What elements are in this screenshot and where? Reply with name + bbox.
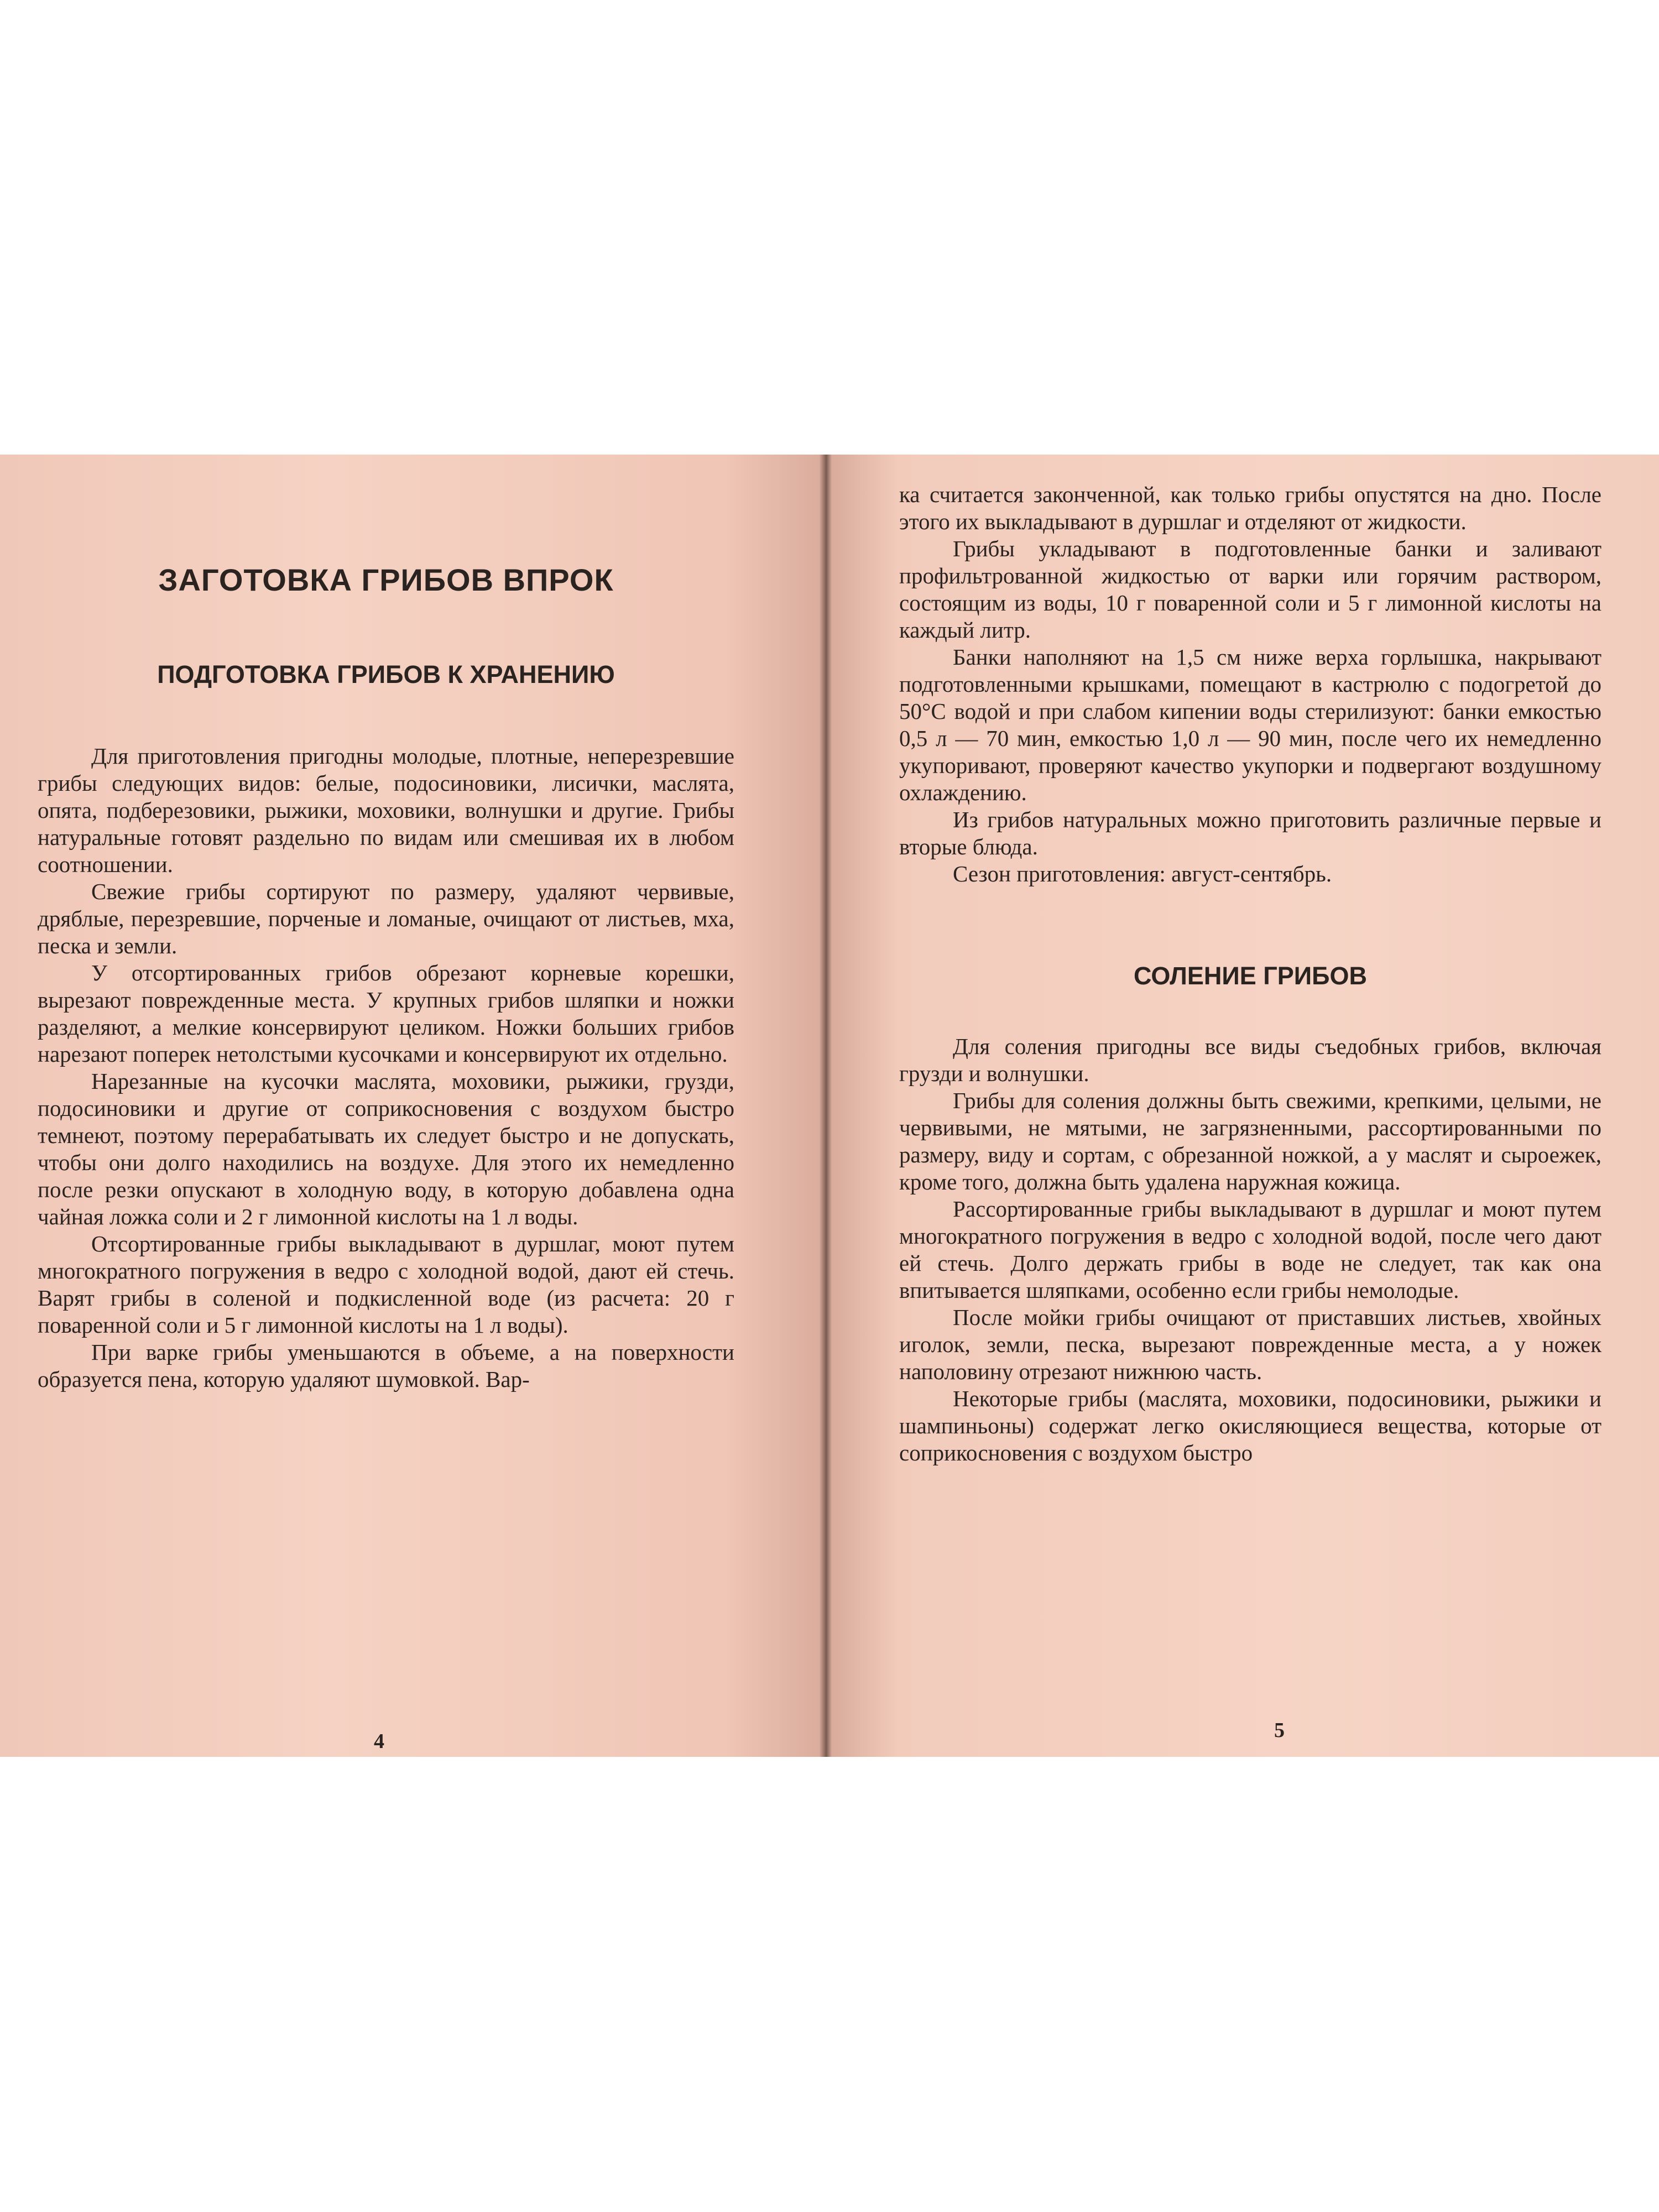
paragraph: Для приготовления пригодны молодые, плотные, неперезревшие грибы следующих видов: белые, подосиновики, лисички, маслята, опята, подберезовики, рыжики, моховики, волнушки и другие. Грибы натуральные готовят раздельно по видам или смешивая их в любом соотношении. bbox=[38, 743, 734, 877]
left-page-text bbox=[38, 562, 734, 1393]
paragraph: Рассортированные грибы выкладывают в дуршлаг и моют путем многократного погружения в ведро с холодной водой, после чего дают ей стечь. Долго держать грибы в воде не следует, так как она впитывается шляпками, особенно если грибы немолодые. bbox=[899, 1196, 1601, 1303]
page-number: 5 bbox=[1274, 1719, 1285, 1742]
paragraph: Грибы для соления должны быть свежими, крепкими, целыми, не червивыми, не мятыми, не загрязненными, рассортированными по размеру, виду и сортам, с обрезанной ножкой, а у маслят и сыроежек, кроме того, должна быть удалена наружная кожица. bbox=[899, 1088, 1601, 1194]
page-number: 4 bbox=[374, 1730, 384, 1753]
section-title-storage: ПОДГОТОВКА ГРИБОВ К ХРАНЕНИЮ bbox=[157, 660, 615, 688]
paragraph: Отсортированные грибы выкладывают в дуршлаг, моют путем многократного погружения в ведро с холодной водой, дают ей стечь. Варят грибы в соленой и подкисленной воде (из расчета: 20 г поваренной соли и 5 г лимонной кислоты на 1 л воды). bbox=[38, 1231, 734, 1338]
paragraph: Сезон приготовления: август-сентябрь. bbox=[953, 861, 1332, 886]
paragraph: Некоторые грибы (маслята, моховики, подосиновики, рыжики и шампиньоны) содержат легко окисляющиеся вещества, которые от соприкосновения с воздухом быстро bbox=[899, 1386, 1601, 1465]
section-title-salting: СОЛЕНИЕ ГРИБОВ bbox=[1134, 962, 1367, 990]
book-gutter bbox=[820, 455, 832, 1757]
right-page-text bbox=[899, 481, 1601, 1467]
paragraph: После мойки грибы очищают от приставших листьев, хвойных иголок, земли, песка, вырезают поврежденные места, а у ножек наполовину отрезают нижнюю часть. bbox=[899, 1305, 1601, 1384]
left-page bbox=[0, 455, 823, 1757]
paragraph: Для соления пригодны все виды съедобных грибов, включая грузди и волнушки. bbox=[899, 1034, 1601, 1086]
paragraph: Грибы укладывают в подготовленные банки и заливают профильтрованной жидкостью от варки или горячим раствором, состоящим из воды, 10 г поваренной соли и 5 г лимонной кислоты на каждый литр. bbox=[899, 536, 1601, 643]
paragraph: ка считается законченной, как только грибы опустятся на дно. После этого их выкладывают в дуршлаг и отделяют от жидкости. bbox=[899, 482, 1601, 534]
paragraph: При варке грибы уменьшаются в объеме, а на поверхности образуется пена, которую удаляют шумовкой. Вар- bbox=[38, 1339, 734, 1392]
paragraph: Свежие грибы сортируют по размеру, удаляют червивые, дряблые, перезревшие, порченые и ломаные, очищают от листьев, мха, песка и земли. bbox=[38, 879, 734, 958]
paragraph: Из грибов натуральных можно приготовить различные первые и вторые блюда. bbox=[899, 807, 1601, 859]
paragraph: Нарезанные на кусочки маслята, моховики, рыжики, грузди, подосиновики и другие от соприкосновения с воздухом быстро темнеют, поэтому перерабатывать их следует быстро и не допускать, чтобы они долго находились на воздухе. Для этого их немедленно после резки опускают в холодную воду, в которую добавлена одна чайная ложка соли и 2 г лимонной кислоты на 1 л воды. bbox=[38, 1068, 734, 1229]
chapter-title: ЗАГОТОВКА ГРИБОВ ВПРОК bbox=[158, 562, 614, 597]
paragraph: У отсортированных грибов обрезают корневые корешки, вырезают поврежденные места. У крупных грибов шляпки и ножки разделяют, а мелкие консервируют целиком. Ножки больших грибов нарезают поперек нетолстыми кусочками и консервируют их отдельно. bbox=[38, 960, 734, 1067]
paragraph: Банки наполняют на 1,5 см ниже верха горлышка, накрывают подготовленными крышками, помещают в кастрюлю с подогретой до 50°С водой и при слабом кипении воды стерилизуют: банки емкостью 0,5 л — 70 мин, емкостью 1,0 л — 90 мин, после чего их немедленно укупоривают, проверяют качество укупорки и подвергают воздушному охлаждению. bbox=[899, 644, 1601, 805]
right-page bbox=[832, 455, 1659, 1757]
